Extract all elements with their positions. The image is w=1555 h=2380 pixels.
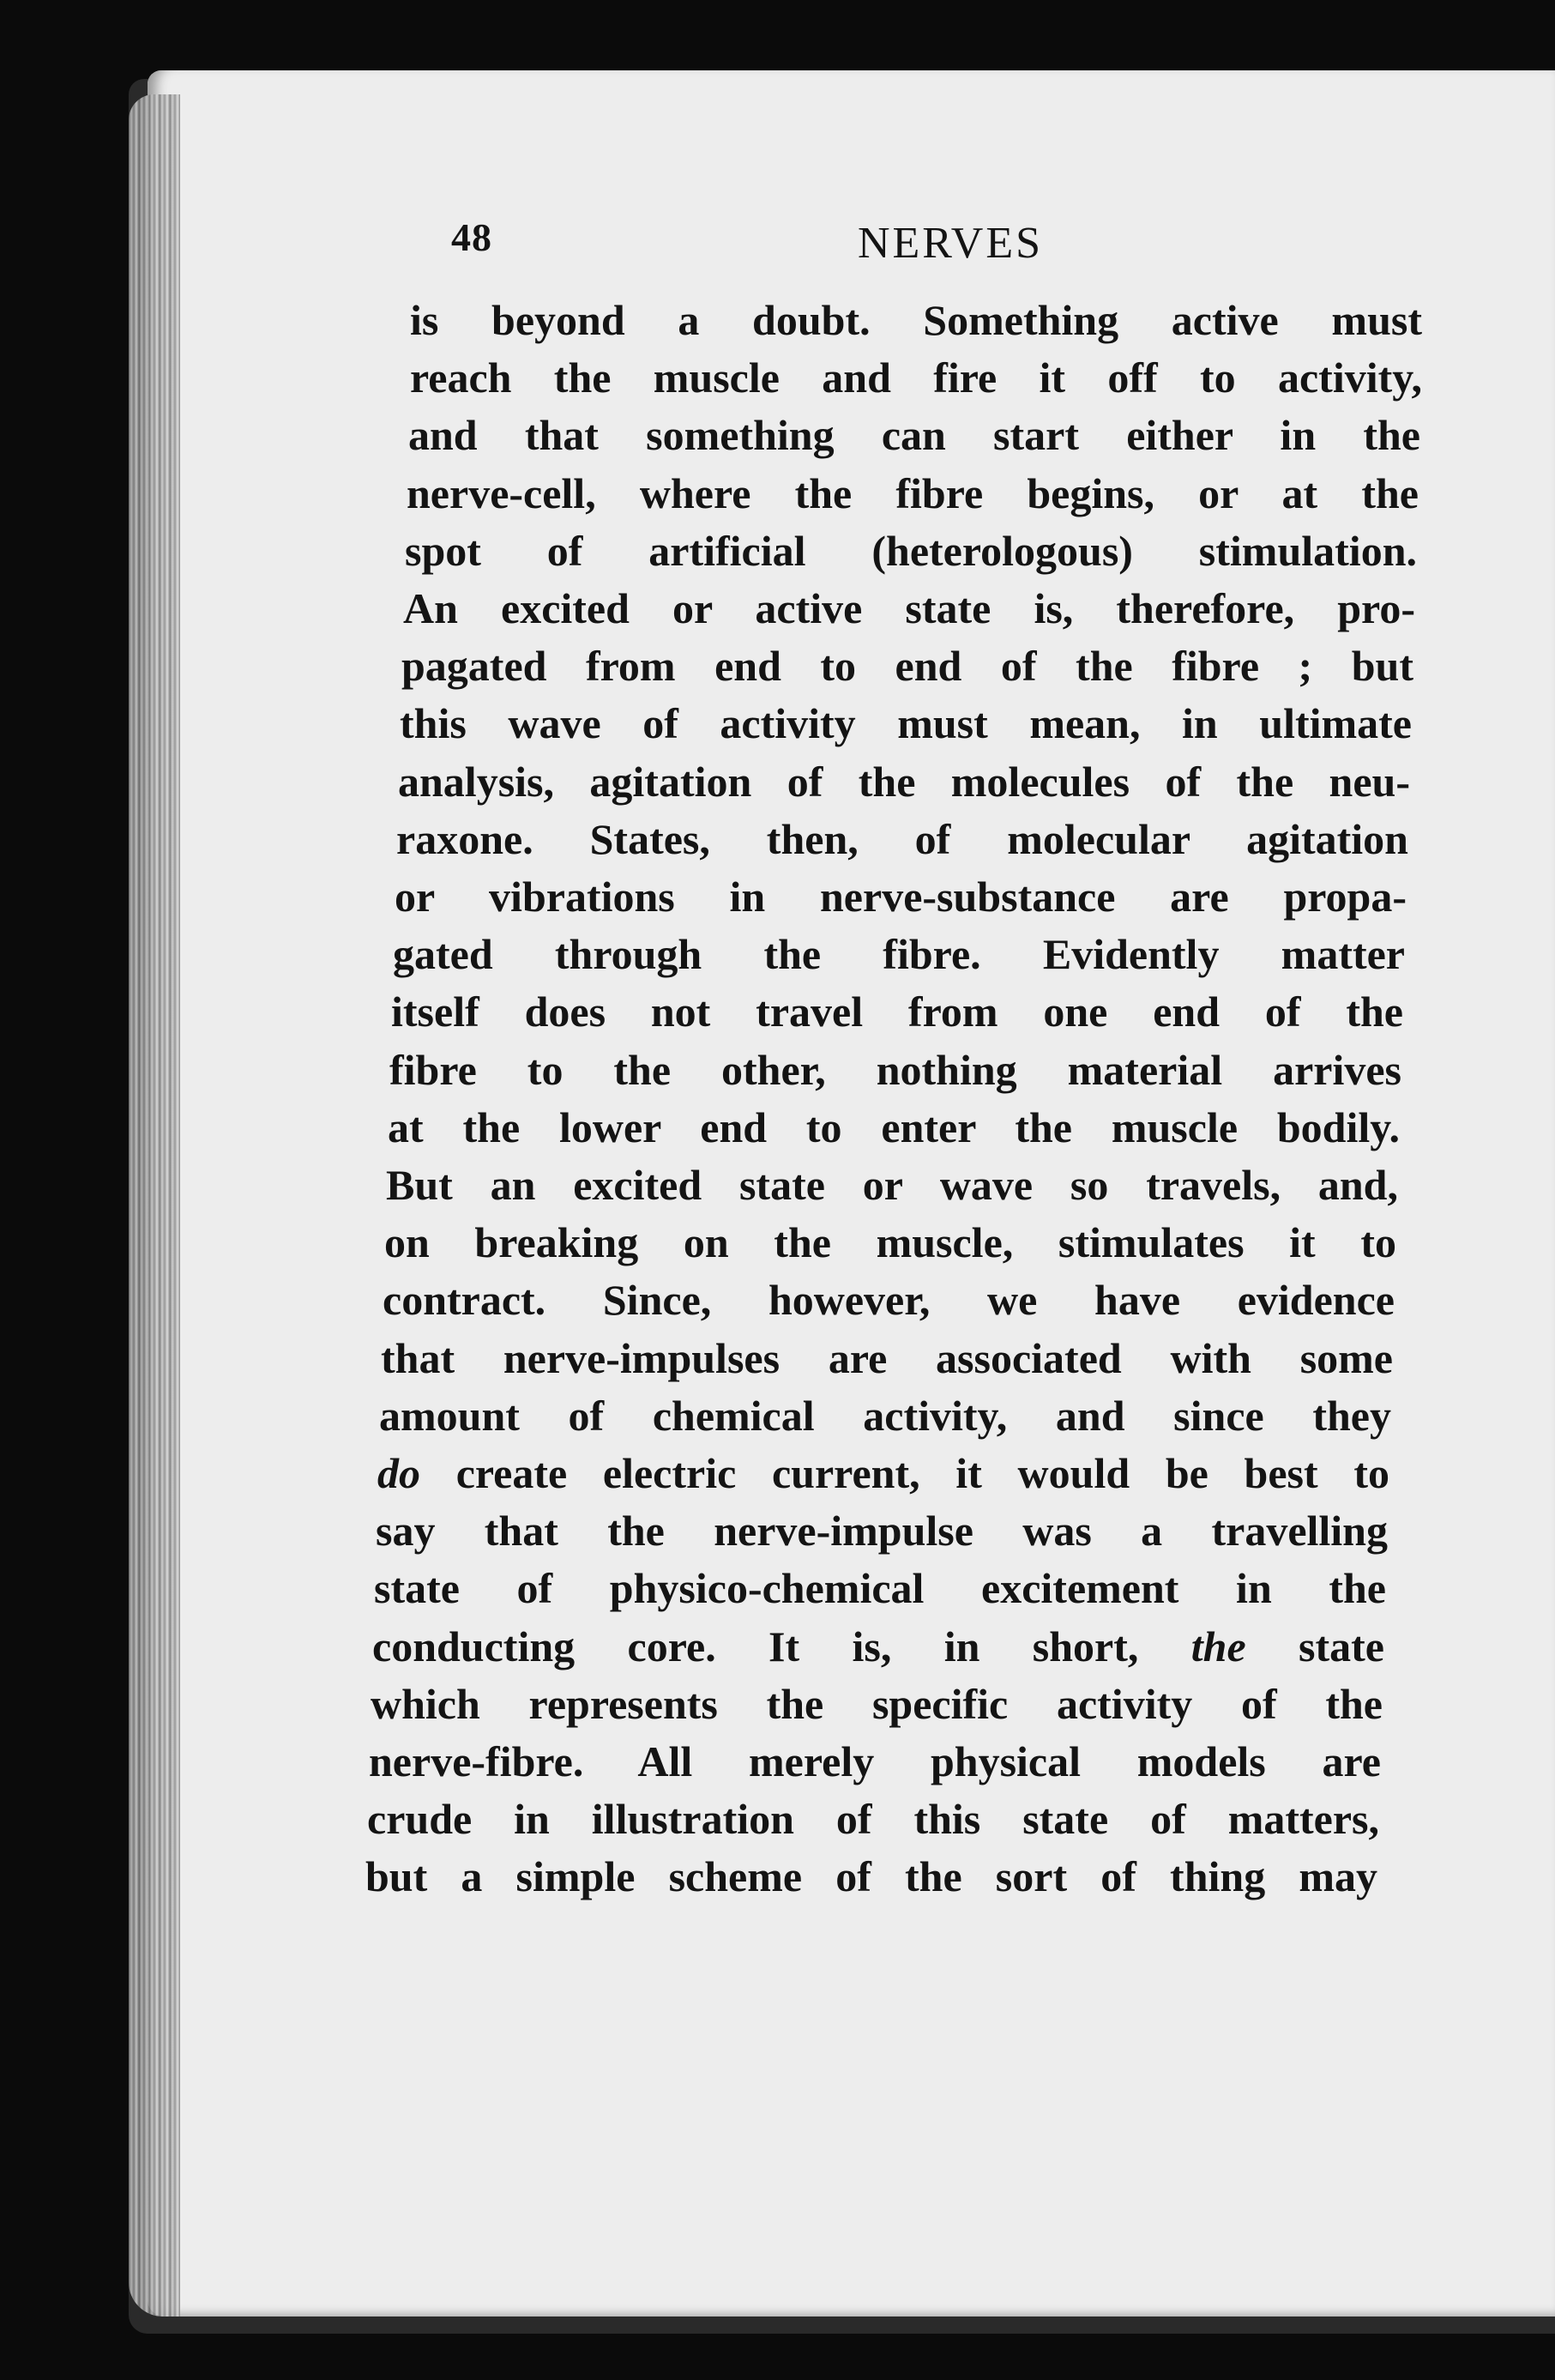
text-line xyxy=(398,753,1410,811)
body-text xyxy=(365,292,1474,1906)
text-run: do xyxy=(377,1449,420,1498)
text-line xyxy=(381,1330,1393,1387)
text-line xyxy=(386,1157,1398,1214)
text-run: on breaking on the muscle, stimulates it to xyxy=(384,1218,1396,1267)
text-run: that nerve-impulses are associated with some xyxy=(381,1333,1393,1382)
text-run: gated through the fibre. Evidently matter xyxy=(393,930,1405,979)
text-run: at the lower end to enter the muscle bodily. xyxy=(388,1102,1400,1151)
text-run: and that something can start either in the xyxy=(408,411,1420,460)
text-run: is beyond a doubt. Something active must xyxy=(410,296,1422,344)
text-line xyxy=(369,1733,1381,1791)
text-run: An excited or active state is, therefore, pro- xyxy=(403,584,1415,633)
text-run: state xyxy=(1245,1622,1385,1670)
text-run: crude in illustration of this state of matters, xyxy=(367,1795,1379,1844)
text-run: nerve-cell, where the fibre begins, or at the xyxy=(407,468,1419,517)
text-run: reach the muscle and fire it off to activity, xyxy=(410,353,1422,402)
text-run: which represents the specific activity of the xyxy=(371,1679,1383,1728)
text-run: or vibrations in nerve-substance are propa- xyxy=(395,873,1407,921)
text-line xyxy=(405,523,1417,580)
text-run: nerve-fibre. All merely physical models are xyxy=(369,1737,1381,1786)
text-line xyxy=(393,926,1405,983)
text-line xyxy=(374,1560,1386,1617)
text-line xyxy=(410,349,1422,407)
text-line xyxy=(410,292,1422,349)
text-line xyxy=(400,695,1412,752)
text-line xyxy=(371,1676,1383,1733)
text-run: say that the nerve-impulse was a travelling xyxy=(376,1507,1388,1555)
text-run: pagated from end to end of the fibre ; but xyxy=(401,642,1413,691)
text-run: this wave of activity must mean, in ultimate xyxy=(400,699,1412,748)
text-line xyxy=(395,868,1407,926)
text-line xyxy=(367,1791,1379,1848)
text-line xyxy=(401,637,1413,695)
text-run: analysis, agitation of the molecules of the neu- xyxy=(398,757,1410,806)
text-run: spot of artificial (heterologous) stimulation. xyxy=(405,526,1417,575)
text-line xyxy=(403,580,1415,637)
text-line xyxy=(408,407,1420,464)
text-line xyxy=(407,465,1419,523)
text-line xyxy=(391,983,1403,1041)
text-run: But an excited state or wave so travels, and, xyxy=(386,1161,1398,1210)
page-number: 48 xyxy=(451,215,492,259)
text-run: conducting core. It is, in short, xyxy=(372,1622,1191,1670)
text-run: fibre to the other, nothing material arrives xyxy=(389,1045,1401,1094)
text-line xyxy=(396,811,1408,868)
text-run: but a simple scheme of the sort of thing may xyxy=(365,1852,1377,1901)
text-line xyxy=(384,1214,1396,1272)
text-line xyxy=(365,1848,1377,1906)
running-head: NERVES xyxy=(857,219,1044,268)
text-run: amount of chemical activity, and since they xyxy=(379,1391,1391,1440)
text-line xyxy=(372,1618,1384,1676)
text-run: raxone. States, then, of molecular agitation xyxy=(396,814,1408,863)
book-gutter xyxy=(129,94,180,2317)
text-line xyxy=(389,1042,1401,1099)
text-run: contract. Since, however, we have evidence xyxy=(383,1276,1395,1325)
text-line xyxy=(383,1272,1395,1329)
page-text-block xyxy=(365,214,1474,1906)
text-run: itself does not travel from one end of the xyxy=(391,988,1403,1036)
text-line xyxy=(377,1445,1389,1502)
text-run: state of physico-chemical excitement in the xyxy=(374,1564,1386,1613)
text-run: create electric current, it would be best to xyxy=(420,1449,1389,1498)
page-header xyxy=(410,214,1474,283)
text-line xyxy=(376,1502,1388,1560)
text-run: the xyxy=(1190,1622,1246,1670)
text-line xyxy=(379,1387,1391,1445)
text-line xyxy=(388,1099,1400,1157)
